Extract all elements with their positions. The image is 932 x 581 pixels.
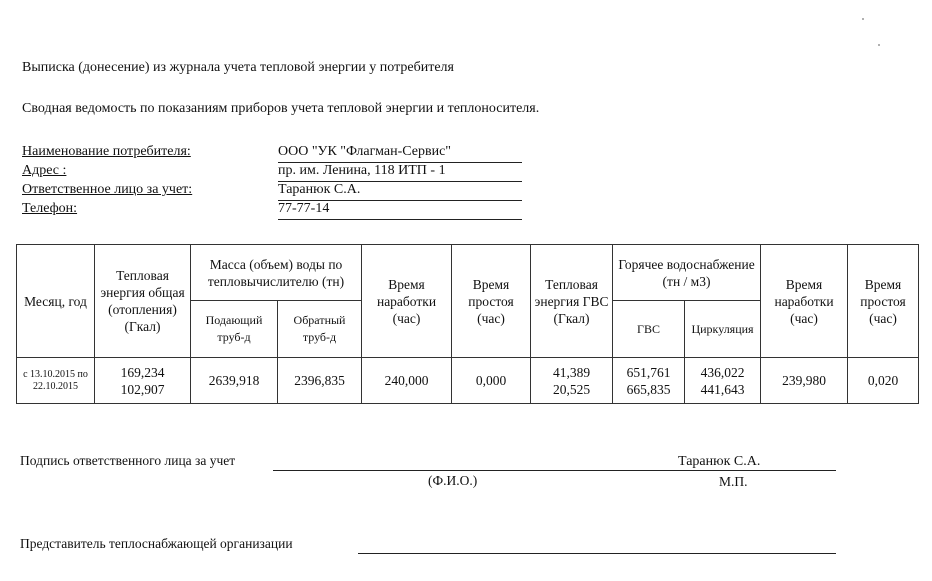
fio-caption: (Ф.И.О.) — [428, 473, 478, 488]
document-title: Выписка (донесение) из журнала учета тепловой энергии у потребителя — [22, 60, 454, 75]
cell-heat-hws-1: 41,389 — [552, 364, 591, 380]
phone-value: 77-77-14 — [278, 201, 522, 220]
col-idle-time-header: Время простоя (час) — [452, 245, 531, 358]
scan-speck — [862, 18, 864, 20]
cell-operating-time: 240,000 — [362, 358, 452, 404]
cell-idle-time2: 0,020 — [848, 358, 919, 404]
col-operating-time-header: Время наработки (час) — [362, 245, 452, 358]
supplier-signature-label: Представитель теплоснабжающей организации — [20, 536, 293, 551]
col-supply-header: Подающий труб-д — [191, 301, 278, 358]
responsible-signature-label: Подпись ответственного лица за учет — [20, 453, 236, 468]
cell-hws-1: 651,761 — [626, 364, 671, 380]
cell-return: 2396,835 — [278, 358, 362, 404]
readings-table — [16, 244, 919, 404]
cell-month-to: 22.10.2015 — [33, 380, 78, 392]
cell-heat-hws — [531, 358, 613, 404]
cell-heat-total — [95, 358, 191, 404]
address-value: пр. им. Ленина, 118 ИТП - 1 — [278, 163, 522, 182]
col-heat-total-header: Тепловая энергия общая (отопления) (Гкал) — [95, 245, 191, 358]
scan-speck — [878, 44, 880, 46]
document-subtitle: Сводная ведомость по показаниям приборов учета тепловой энергии и теплоносителя. — [22, 101, 540, 116]
cell-circulation — [685, 358, 761, 404]
info-row-address — [22, 163, 532, 182]
supplier-signature-line — [358, 553, 836, 554]
info-row-responsible — [22, 182, 532, 201]
responsible-value: Таранюк С.А. — [278, 182, 522, 201]
cell-heat-total-1: 169,234 — [120, 364, 165, 380]
cell-circulation-1: 436,022 — [700, 364, 745, 380]
cell-heat-hws-2: 20,525 — [552, 381, 591, 397]
col-idle-time2-header: Время простоя (час) — [848, 245, 919, 358]
info-row-consumer — [22, 144, 532, 163]
stamp-place-caption: М.П. — [719, 474, 748, 489]
consumer-info — [22, 144, 532, 220]
cell-month-from: с 13.10.2015 по — [23, 368, 88, 380]
cell-hws-2: 665,835 — [626, 381, 671, 397]
responsible-label: Ответственное лицо за учет: — [22, 182, 193, 197]
table-row — [17, 358, 919, 404]
cell-hws — [613, 358, 685, 404]
responsible-signature-line — [273, 470, 836, 471]
col-mass-header: Масса (объем) воды по тепловычислителю (тн) — [191, 245, 362, 301]
cell-month — [17, 358, 95, 404]
consumer-name-value: ООО "УК "Флагман-Сервис" — [278, 144, 522, 163]
cell-supply: 2639,918 — [191, 358, 278, 404]
col-operating-time2-header: Время наработки (час) — [761, 245, 848, 358]
col-return-header: Обратный труб-д — [278, 301, 362, 358]
cell-operating-time2: 239,980 — [761, 358, 848, 404]
address-label: Адрес : — [22, 163, 67, 178]
responsible-signature-name: Таранюк С.А. — [678, 454, 761, 469]
phone-label: Телефон: — [22, 201, 78, 216]
cell-heat-total-2: 102,907 — [120, 381, 165, 397]
consumer-name-label: Наименование потребителя: — [22, 144, 191, 159]
col-heat-hws-header: Тепловая энергия ГВС (Гкал) — [531, 245, 613, 358]
col-hws-header: ГВС — [613, 301, 685, 358]
col-hot-water-header: Горячее водоснабжение (тн / м3) — [613, 245, 761, 301]
cell-circulation-2: 441,643 — [700, 381, 745, 397]
col-month-header: Месяц, год — [17, 245, 95, 358]
col-circulation-header: Циркуляция — [685, 301, 761, 358]
cell-idle-time: 0,000 — [452, 358, 531, 404]
info-row-phone — [22, 201, 532, 220]
